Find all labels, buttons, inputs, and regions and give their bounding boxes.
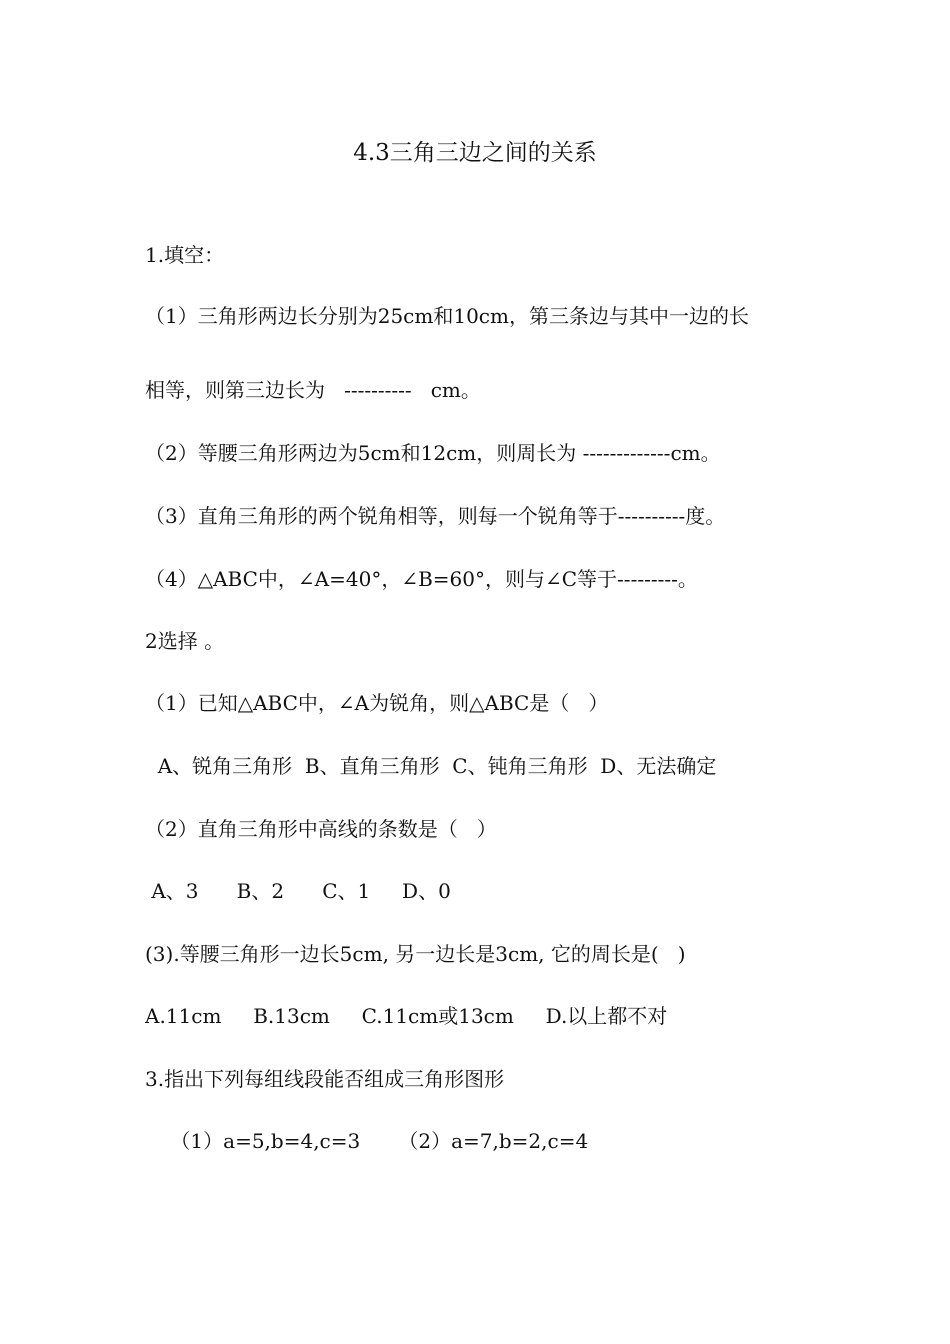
section3-heading: 3.指出下列每组线段能否组成三角形图形 bbox=[145, 1067, 505, 1091]
fill-question-3: （3）直角三角形的两个锐角相等，则每一个锐角等于----------度。 bbox=[145, 504, 726, 528]
choice-question-1-options: A、锐角三角形 B、直角三角形 C、钝角三角形 D、无法确定 bbox=[145, 754, 717, 778]
section1-heading: 1.填空： bbox=[145, 243, 225, 267]
choice-question-2-options: A、3 B、2 C、1 D、0 bbox=[145, 879, 451, 903]
fill-question-2: （2）等腰三角形两边为5cm和12cm，则周长为 -------------cm。 bbox=[145, 441, 721, 465]
choice-question-3-options: A.11cm B.13cm C.11cm或13cm D.以上都不对 bbox=[145, 1004, 668, 1028]
fill-question-4: （4）△ABC中，∠A=40°，∠B=60°，则与∠C等于---------。 bbox=[145, 567, 698, 591]
segment-groups: （1）a=5,b=4,c=3 （2）a=7,b=2,c=4 bbox=[145, 1129, 589, 1153]
fill-question-1-line-2: 相等，则第三边长为 ---------- cm。 bbox=[145, 378, 481, 402]
choice-question-2: （2）直角三角形中高线的条数是（ ） bbox=[145, 817, 497, 841]
fill-question-1-line-1: （1）三角形两边长分别为25cm和10cm，第三条边与其中一边的长 bbox=[145, 304, 749, 328]
page-title: 4.3三角三边之间的关系 bbox=[353, 140, 597, 166]
choice-question-3: (3).等腰三角形一边长5cm, 另一边长是3cm, 它的周长是( ) bbox=[145, 942, 686, 966]
section2-heading: 2选择 。 bbox=[145, 629, 225, 653]
choice-question-1: （1）已知△ABC中，∠A为锐角，则△ABC是（ ） bbox=[145, 691, 609, 715]
